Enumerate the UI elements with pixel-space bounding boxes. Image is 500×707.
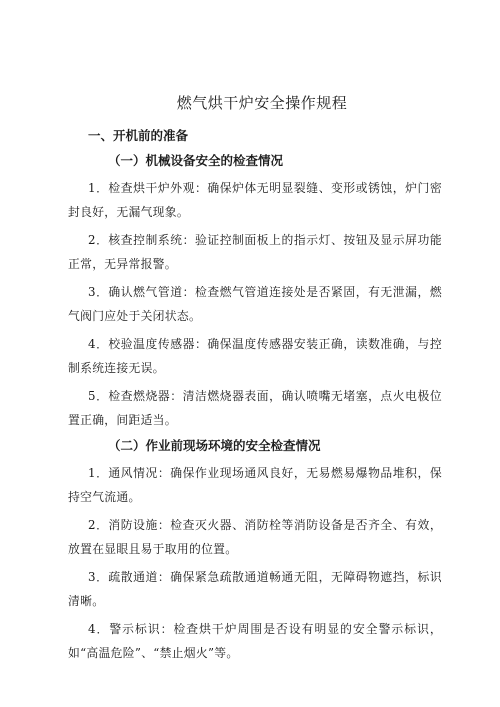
paragraph-item: 3．确认燃气管道：检查燃气管道连接处是否紧固，有无泄漏，燃气阀门应处于关闭状态。: [68, 285, 442, 323]
paragraph-item: 4．校验温度传感器：确保温度传感器安装正确，读数准确，与控制系统连接无误。: [68, 337, 442, 375]
paragraph-item: 2．消防设施：检查灭火器、消防栓等消防设备是否齐全、有效，放置在显眼且易于取用的位置。: [68, 518, 442, 556]
paragraph-item: 1．通风情况：确保作业现场通风良好，无易燃易爆物品堆积，保持空气流通。: [68, 466, 442, 504]
subsection-heading-site-check: （二）作业前现场环境的安全检查情况: [108, 438, 321, 453]
paragraph-item: 1．检查烘干炉外观：确保炉体无明显裂缝、变形或锈蚀，炉门密封良好，无漏气现象。: [68, 181, 442, 219]
paragraph-item: 5．检查燃烧器：清洁燃烧器表面，确认喷嘴无堵塞，点火电极位置正确，间距适当。: [68, 389, 442, 427]
document-title: 燃气烘干炉安全操作规程: [176, 94, 348, 112]
paragraph-item: 2．核查控制系统：验证控制面板上的指示灯、按钮及显示屏功能正常，无异常报警。: [68, 233, 442, 271]
paragraph-item: 3．疏散通道：确保紧急疏散通道畅通无阻，无障碍物遮挡，标识清晰。: [68, 570, 442, 608]
paragraph-item: 4．警示标识：检查烘干炉周围是否设有明显的安全警示标识，如“高温危险”、“禁止烟火”等。: [68, 622, 442, 660]
subsection-heading-equipment-check: （一）机械设备安全的检查情况: [108, 153, 284, 168]
section-heading-prestart: 一、开机前的准备: [88, 128, 189, 143]
